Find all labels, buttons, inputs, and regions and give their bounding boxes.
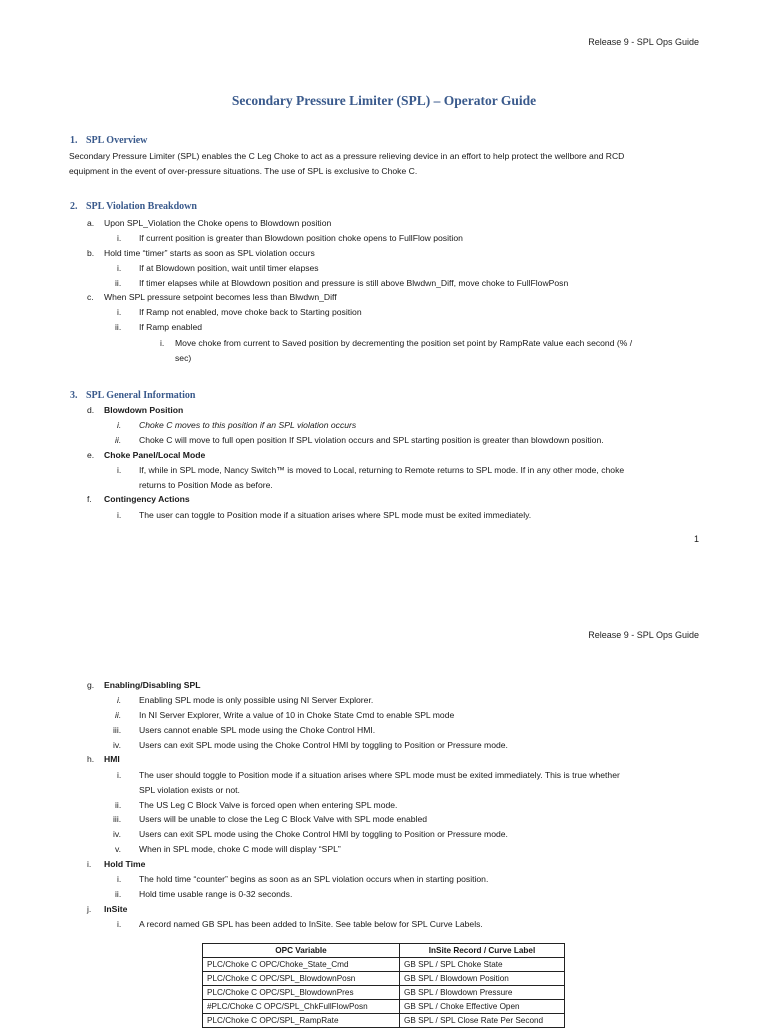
table-header-row bbox=[203, 944, 565, 958]
list-item-continuation: SPL violation exists or not. bbox=[139, 785, 240, 795]
running-header: Release 9 - SPL Ops Guide bbox=[588, 37, 699, 47]
list-item: i. The user should toggle to Position mode if a situation arises where SPL mode must be exited immediately. This is true whether bbox=[117, 770, 620, 780]
section-number: 2. bbox=[70, 201, 78, 212]
section-title: SPL Overview bbox=[86, 135, 148, 146]
section-number: 3. bbox=[70, 390, 78, 401]
list-item: iv. Users can exit SPL mode using the Choke Control HMI by toggling to Position or Pressure mode. bbox=[113, 740, 508, 750]
section-title: SPL Violation Breakdown bbox=[86, 201, 197, 212]
list-item: v. When in SPL mode, choke C mode will display “SPL” bbox=[115, 844, 341, 854]
document-title: Secondary Pressure Limiter (SPL) – Operator Guide bbox=[231, 93, 537, 108]
overview-paragraph-line-2: equipment in the event of over-pressure situations. The use of SPL is exclusive to Choke C. bbox=[69, 166, 418, 176]
table-cell: PLC/Choke C OPC/SPL_BlowdownPres bbox=[203, 986, 400, 1000]
list-item: ii. If timer elapses while at Blowdown position and pressure is still above Blwdwn_Diff, move choke to FullFlowPosn bbox=[115, 278, 569, 288]
table-row bbox=[203, 986, 565, 1000]
section-heading-general bbox=[70, 390, 195, 401]
list-item: a. Upon SPL_Violation the Choke opens to Blowdown position bbox=[87, 218, 332, 228]
list-item: i. The user can toggle to Position mode if a situation arises where SPL mode must be exited immediately. bbox=[117, 510, 532, 520]
list-item: f. Contingency Actions bbox=[87, 494, 190, 504]
list-item: ii. If Ramp enabled bbox=[115, 322, 203, 332]
table-cell: GB SPL / SPL Choke State bbox=[400, 958, 565, 972]
list-item: j. InSite bbox=[87, 904, 128, 914]
list-item: g. Enabling/Disabling SPL bbox=[87, 680, 201, 690]
list-item: i. If Ramp not enabled, move choke back to Starting position bbox=[117, 307, 362, 317]
list-item: iii. Users cannot enable SPL mode using the Choke Control HMI. bbox=[113, 725, 376, 735]
section-number: 1. bbox=[70, 135, 78, 146]
table-row bbox=[203, 958, 565, 972]
running-header: Release 9 - SPL Ops Guide bbox=[588, 630, 699, 640]
table-row bbox=[203, 1014, 565, 1028]
page-number: 1 bbox=[693, 534, 699, 544]
list-item: ii. In NI Server Explorer, Write a value of 10 in Choke State Cmd to enable SPL mode bbox=[115, 710, 455, 720]
overview-paragraph-line-1: Secondary Pressure Limiter (SPL) enables the C Leg Choke to act as a pressure relieving device in an effort to help protect the wellbore and RCD bbox=[69, 151, 625, 161]
table-cell: GB SPL / Blowdown Pressure bbox=[400, 986, 565, 1000]
table-cell: PLC/Choke C OPC/Choke_State_Cmd bbox=[203, 958, 400, 972]
list-item: b. Hold time “timer” starts as soon as SPL violation occurs bbox=[87, 248, 315, 258]
list-item: i. Choke C moves to this position if an SPL violation occurs bbox=[117, 420, 357, 430]
table-cell: GB SPL / Choke Effective Open bbox=[400, 1000, 565, 1014]
list-item: i. Hold Time bbox=[87, 859, 146, 869]
column-header-insite-record: InSite Record / Curve Label bbox=[400, 944, 565, 958]
table-row bbox=[203, 1000, 565, 1014]
list-item: ii. Choke C will move to full open position If SPL violation occurs and SPL starting position is greater than blowdown position. bbox=[115, 435, 604, 445]
list-item: c. When SPL pressure setpoint becomes less than Blwdwn_Diff bbox=[87, 292, 337, 302]
section-title: SPL General Information bbox=[86, 390, 196, 401]
table-cell: GB SPL / SPL Close Rate Per Second bbox=[400, 1014, 565, 1028]
list-item-continuation: returns to Position Mode as before. bbox=[139, 480, 273, 490]
table-cell: GB SPL / Blowdown Position bbox=[400, 972, 565, 986]
list-item: iii. Users will be unable to close the Leg C Block Valve with SPL mode enabled bbox=[113, 814, 428, 824]
list-item: iv. Users can exit SPL mode using the Choke Control HMI by toggling to Position or Pressure mode. bbox=[113, 829, 508, 839]
section-heading-overview bbox=[70, 135, 147, 146]
table-cell: PLC/Choke C OPC/SPL_BlowdownPosn bbox=[203, 972, 400, 986]
insite-curve-label-table bbox=[202, 943, 565, 1028]
list-item: i. Enabling SPL mode is only possible using NI Server Explorer. bbox=[117, 695, 374, 705]
list-item: ii. The US Leg C Block Valve is forced open when entering SPL mode. bbox=[115, 800, 398, 810]
list-item: i. A record named GB SPL has been added to InSite. See table below for SPL Curve Labels. bbox=[117, 919, 483, 929]
list-item-continuation: sec) bbox=[175, 353, 192, 363]
column-header-opc-variable: OPC Variable bbox=[203, 944, 400, 958]
list-item: i. If, while in SPL mode, Nancy Switch™ is moved to Local, returning to Remote returns to SPL mode. If in any other mode, choke bbox=[117, 465, 625, 475]
table-row bbox=[203, 972, 565, 986]
list-item: i. Move choke from current to Saved position by decrementing the position set point by RampRate value each second (% / bbox=[160, 338, 633, 348]
list-item: h. HMI bbox=[87, 754, 120, 764]
section-heading-violation bbox=[70, 201, 197, 212]
list-item: e. Choke Panel/Local Mode bbox=[87, 450, 206, 460]
list-item: ii. Hold time usable range is 0-32 seconds. bbox=[115, 889, 293, 899]
table-cell: PLC/Choke C OPC/SPL_RampRate bbox=[203, 1014, 400, 1028]
table-cell: #PLC/Choke C OPC/SPL_ChkFullFlowPosn bbox=[203, 1000, 400, 1014]
list-item: i. If current position is greater than Blowdown position choke opens to FullFlow position bbox=[117, 233, 463, 243]
list-item: d. Blowdown Position bbox=[87, 405, 184, 415]
list-item: i. If at Blowdown position, wait until timer elapses bbox=[117, 263, 319, 273]
list-item: i. The hold time “counter” begins as soon as an SPL violation occurs when in starting position. bbox=[117, 874, 489, 884]
